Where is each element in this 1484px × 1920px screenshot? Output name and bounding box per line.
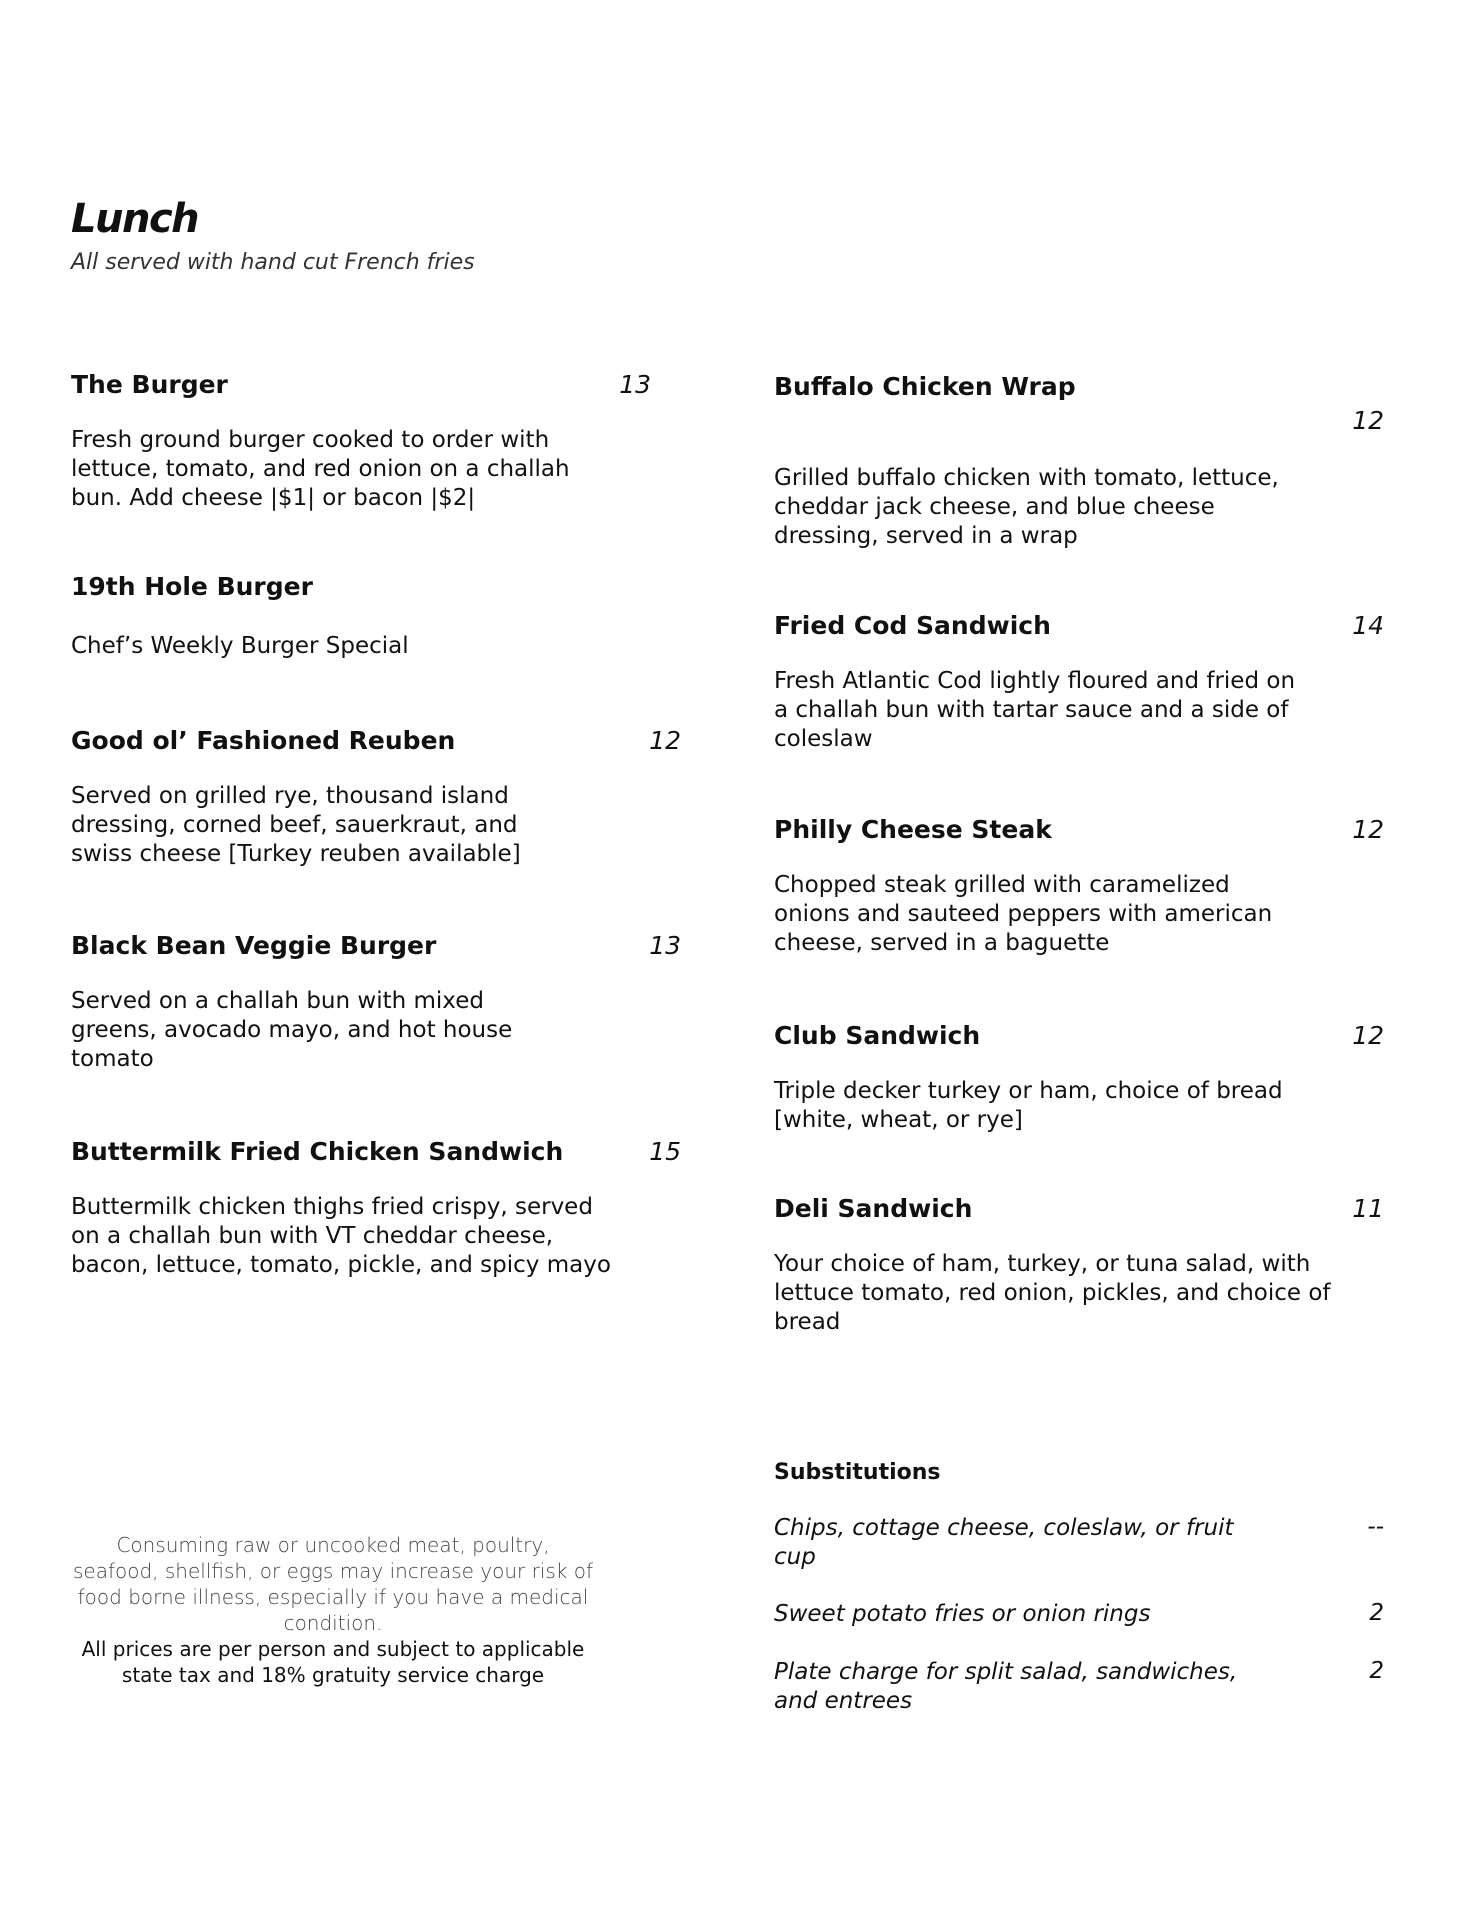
menu-item-description: Fresh Atlantic Cod lightly floured and fried on a challah bun with tartar sauce and a side of coleslaw xyxy=(774,668,1296,752)
page-subtitle: All served with hand cut French fries xyxy=(71,250,475,275)
menu-item-price: 12 xyxy=(1352,815,1384,844)
menu-item-description: Fresh ground burger cooked to order with lettuce, tomato, and red onion on a challah bun. Add cheese |$1| or bacon |$2| xyxy=(71,427,570,511)
menu-item-name: Black Bean Veggie Burger xyxy=(71,931,437,960)
menu-item-name: Buffalo Chicken Wrap xyxy=(774,372,1076,401)
menu-item-price: 14 xyxy=(1352,611,1384,640)
substitution-label: Plate charge for split salad, sandwiches, and entrees xyxy=(774,1659,1238,1714)
substitution-price: 2 xyxy=(1369,1658,1384,1684)
substitution-label: Sweet potato fries or onion rings xyxy=(774,1601,1151,1627)
menu-item-description: Buttermilk chicken thighs fried crispy, served on a challah bun with VT cheddar cheese, bacon, lettuce, tomato, pickle, and spicy mayo xyxy=(71,1194,611,1278)
menu-item-description: Served on a challah bun with mixed greens, avocado mayo, and hot house tomato xyxy=(71,988,513,1072)
menu-item-name: The Burger xyxy=(71,370,228,399)
page-title: Lunch xyxy=(71,196,199,242)
menu-item-description: Served on grilled rye, thousand island dressing, corned beef, sauerkraut, and swiss cheese [Turkey reuben available] xyxy=(71,783,521,867)
menu-item-description: Grilled buffalo chicken with tomato, lettuce, cheddar jack cheese, and blue cheese dressing, served in a wrap xyxy=(774,465,1279,549)
right-menu-column xyxy=(774,0,1384,1920)
menu-item-name: Fried Cod Sandwich xyxy=(774,611,1051,640)
menu-item-price: 12 xyxy=(1352,406,1384,435)
menu-item-description: Your choice of ham, turkey, or tuna salad, with lettuce tomato, red onion, pickles, and choice of bread xyxy=(774,1251,1331,1335)
menu-item-name: 19th Hole Burger xyxy=(71,572,313,601)
menu-item-description: Chef’s Weekly Burger Special xyxy=(71,633,409,659)
menu-item-name: Club Sandwich xyxy=(774,1021,981,1050)
menu-item-price: 12 xyxy=(1352,1021,1384,1050)
food-safety-warning: Consuming raw or uncooked meat, poultry, seafood, shellfish, or eggs may increase your risk of food borne illness, especially if you have a medical condition. xyxy=(72,1533,594,1635)
substitution-price: 2 xyxy=(1369,1600,1384,1626)
menu-item-price: 13 xyxy=(649,931,681,960)
menu-item-price: 12 xyxy=(649,726,681,755)
menu-item-name: Deli Sandwich xyxy=(774,1194,973,1223)
menu-item-name: Good ol’ Fashioned Reuben xyxy=(71,726,456,755)
menu-item-name: Buttermilk Fried Chicken Sandwich xyxy=(71,1137,564,1166)
pricing-note: All prices are per person and subject to applicable state tax and 18% gratuity service charge xyxy=(81,1637,585,1687)
menu-item-name: Philly Cheese Steak xyxy=(774,815,1052,844)
menu-item-description: Triple decker turkey or ham, choice of bread [white, wheat, or rye] xyxy=(774,1078,1283,1133)
substitution-label: Chips, cottage cheese, coleslaw, or fruit cup xyxy=(774,1515,1234,1570)
substitutions-title: Substitutions xyxy=(774,1460,941,1485)
menu-item-price: 15 xyxy=(649,1137,681,1166)
menu-item-description: Chopped steak grilled with caramelized onions and sauteed peppers with american cheese, served in a baguette xyxy=(774,872,1273,956)
menu-item-price: 11 xyxy=(1352,1194,1384,1223)
substitution-price: -- xyxy=(1367,1514,1384,1540)
menu-item-price: 13 xyxy=(619,370,651,399)
footnote xyxy=(71,1532,595,1688)
